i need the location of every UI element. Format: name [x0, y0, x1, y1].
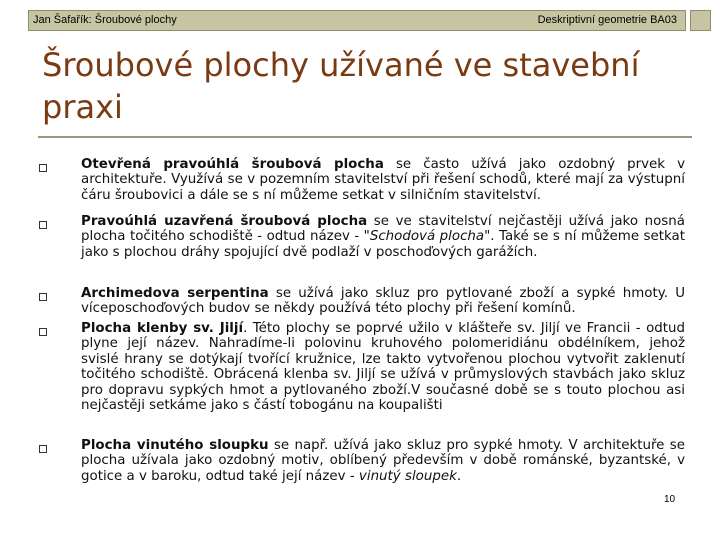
square-bullet-icon — [39, 293, 47, 301]
item-body: se např. užívá jako skluz pro sypké hmoty. V architektuře se plocha užívala jako ozdobný motiv, oblíbený především v době románské, byzantské, v gotice a v baroku, odtud také její název - — [81, 438, 685, 484]
title-divider — [38, 136, 692, 138]
item-body: se často užívá jako ozdobný prvek v architektuře. Využívá se v pozemním stavitelství při řešení schodů, které mají za výstupní čáru šroubovici a dále se s ní můžeme setkat v silničním stavitelství. — [81, 157, 686, 203]
square-bullet-icon — [39, 328, 47, 336]
list-item-text — [81, 286, 685, 317]
item-term: Otevřená pravoúhlá šroubová plocha — [81, 157, 384, 172]
item-term: Plocha klenby sv. Jiljí — [81, 321, 244, 336]
item-italic: vinutý sloupek — [358, 468, 457, 484]
list-item-text — [81, 157, 685, 203]
square-bullet-icon — [39, 221, 47, 229]
page-number: 10 — [664, 494, 676, 505]
item-term: Plocha vinutého sloupku — [81, 438, 269, 453]
slide-header-bar — [28, 10, 686, 31]
item-body-end: . Také se s ní můžeme setkat jako s plochou dráhy spojující dvě podlaží v poschoďových garážích. — [81, 229, 685, 260]
square-bullet-icon — [39, 445, 47, 453]
list-item-text — [81, 438, 685, 484]
header-corner-box — [690, 10, 711, 31]
item-body: . Této plochy se poprvé užilo v klášteře sv. Jiljí ve Francii - odtud plyne její název. Nahradíme-li polovinu kruhového polomeridiánu obdélníkem, jehož svislé hrany se dotýkají tvořící kružnice, lze takto vytvořenou plochou vytvořit zaklenutí točitého schodiště. Obrácená klenba sv. Jiljí se užívá v průmyslových stavbách jako skluz pro dopravu sypkých hmot a pytlovaného zboží.V současné době se s touto plochou asi nejčastěji setkáme jako s částí tobogánu na koupališti — [81, 321, 685, 414]
square-bullet-icon — [39, 164, 47, 172]
header-author-title: Jan Šafařík: Šroubové plochy — [33, 14, 177, 26]
header-course: Deskriptivní geometrie BA03 — [537, 14, 677, 26]
slide-title: Šroubové plochy užívané ve stavební praxi — [42, 46, 640, 126]
list-item-text — [81, 321, 685, 413]
item-term: Archimedova serpentina — [81, 286, 269, 301]
item-body-end: . — [456, 468, 462, 484]
list-item-text — [81, 214, 685, 260]
item-body: se ve stavitelství nejčastěji užívá jako nosná plocha točitého schodiště - odtud název - — [81, 214, 685, 245]
item-term: Pravoúhlá uzavřená šroubová plocha — [81, 214, 368, 229]
item-italic: "Schodová plocha" — [363, 229, 491, 245]
item-body: se užívá jako skluz pro pytlované zboží a sypké hmoty. U víceposchoďových budov se někdy používá této plochy při řešení komínů. — [81, 286, 685, 317]
